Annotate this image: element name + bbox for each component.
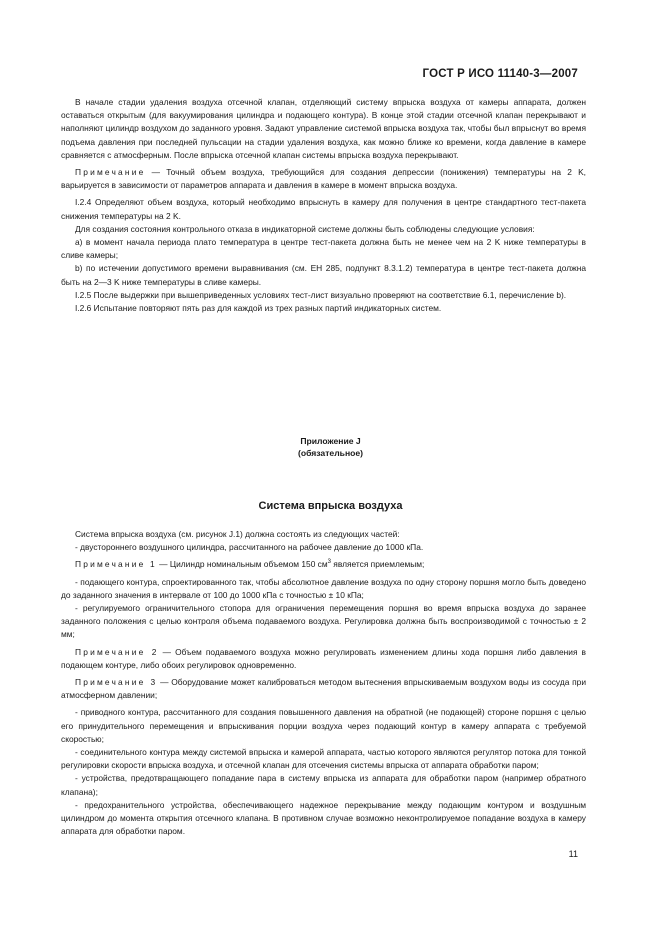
text-block-appendix	[61, 528, 586, 838]
note-3	[61, 676, 586, 702]
clause-i-2-6: I.2.6 Испытание повторяют пять раз для каждой из трех разных партий индикаторных систем.	[75, 303, 442, 314]
appendix-label: Приложение J	[300, 436, 361, 446]
section-title: Система впрыска воздуха	[258, 500, 403, 512]
note-1-label: Примечание 1	[75, 559, 157, 570]
page-number: 11	[568, 849, 578, 859]
appendix-status: (обязательное)	[297, 448, 364, 458]
note-3-text: — Оборудование может калиброваться методом вытеснения впрыскиваемым воздухом воды из сосуда при атмосферном давлении;	[61, 677, 587, 701]
paragraph-intro: Система впрыска воздуха (см. рисунок J.1) должна состоять из следующих частей:	[75, 529, 400, 539]
note-air-volume	[61, 166, 586, 192]
text-block-top	[61, 96, 586, 315]
list-item-cylinder: - двустороннего воздушного цилиндра, рассчитанного на рабочее давление до 1000 кПа.	[75, 542, 424, 553]
note-1-tail: является приемлемым;	[330, 559, 425, 570]
paragraph-conditions-intro: Для создания состояния контрольного отказа в индикаторной системе должны быть соблюдены следующие условия:	[75, 223, 535, 234]
list-item-stopper: - регулируемого ограничительного стопора для ограничения перемещения поршня во время впрыска воздуха до заранее заданного положения с целью контроля объема подаваемого воздуха. Регулировка должна быть воспроизводимой с точностью ± 2 мм;	[61, 603, 586, 640]
appendix-heading	[0, 435, 661, 459]
note-2-text: — Объем подаваемого воздуха можно регулировать изменением длины хода поршня либо давления в подающем контуре, либо обоих регулировок одновременно.	[61, 646, 586, 670]
note-1	[61, 558, 586, 571]
condition-b: b) по истечении допустимого времени выравнивания (см. ЕН 285, подпункт 8.3.1.2) температура в центре тест-пакета должна быть на 2—3 K ниже температуры в сливе камеры.	[61, 263, 586, 287]
note-label: Примечание	[75, 167, 146, 178]
condition-a: a) в момент начала периода плато температура в центре тест-пакета должна быть не менее чем на 2 K ниже температуры в сливе камеры;	[61, 237, 586, 261]
list-item-connecting-circuit: - соединительного контура между системой впрыска и камерой аппарата, частью которого являются регулятор потока для тонкой регулировки скорости впрыска воздуха, и отсечной клапан для отсечения системы впрыска от аппарата обработки паром;	[61, 747, 586, 771]
list-item-steam-block: - устройства, предотвращающего попадание пара в систему впрыска из аппарата для обработки паром (например обратного клапана);	[61, 773, 586, 797]
paragraph-air-removal-stage: В начале стадии удаления воздуха отсечной клапан, отделяющий систему впрыска воздуха от камеры аппарата, должен оставаться открытым (для вакуумирования цилиндра и подающего контура). В конце этой стадии отсечной клапан перекрывают и наполняют цилиндр воздухом до заданного уровня. Задают управление системой впрыска воздуха так, чтобы был впрыснут во время подъема давления при последней пульсации на стадии удаления воздуха, как можно ближе ко времени, когда давление в камере сравняется с атмосферным. После впрыска отсечной клапан системы впрыска воздуха перекрывают.	[61, 97, 586, 160]
document-header: ГОСТ Р ИСО 11140-3—2007	[422, 68, 578, 80]
clause-i-2-5: I.2.5 После выдержки при вышеприведенных условиях тест-лист визуально проверяют на соответствие 6.1, перечисление b).	[75, 289, 567, 300]
list-item-drive-circuit: - приводного контура, рассчитанного для создания повышенного давления на обратной (не подающей) стороне поршня с целью его принудительного перемещения и впрыскивания порции воздуха через подающий контур в камеру аппарата с требуемой скоростью;	[61, 707, 586, 744]
list-item-safety-device: - предохранительного устройства, обеспечивающего надежное перекрывание между подающим контуром и воздушным цилиндром до момента открытия отсечного клапана. В противном случае возможно неконтролируемое попадание воздуха в камеру аппарата для обработки паром.	[61, 799, 586, 837]
note-2-label: Примечание 2	[75, 646, 159, 657]
note-1-superscript: 3	[327, 559, 331, 566]
note-text: — Точный объем воздуха, требующийся для создания депрессии (понижения) температуры на 2 K, варьируется в зависимости от параметров аппарата и давления в камере в момент впрыска воздуха.	[61, 167, 586, 191]
clause-i-2-4: I.2.4 Определяют объем воздуха, который необходимо впрыснуть в камеру для получения в центре стандартного тест-пакета снижения температуры на 2 K.	[61, 197, 586, 221]
note-1-text: — Цилиндр номинальным объемом 150 см	[156, 559, 328, 570]
note-2	[61, 646, 586, 672]
list-item-supply-circuit: - подающего контура, спроектированного так, чтобы абсолютное давление воздуха по одну сторону поршня могло быть доведено до заданного значения в интервале от 100 до 1000 кПа с точностью ± 10 кПа;	[61, 576, 586, 600]
note-3-label: Примечание 3	[75, 677, 158, 688]
